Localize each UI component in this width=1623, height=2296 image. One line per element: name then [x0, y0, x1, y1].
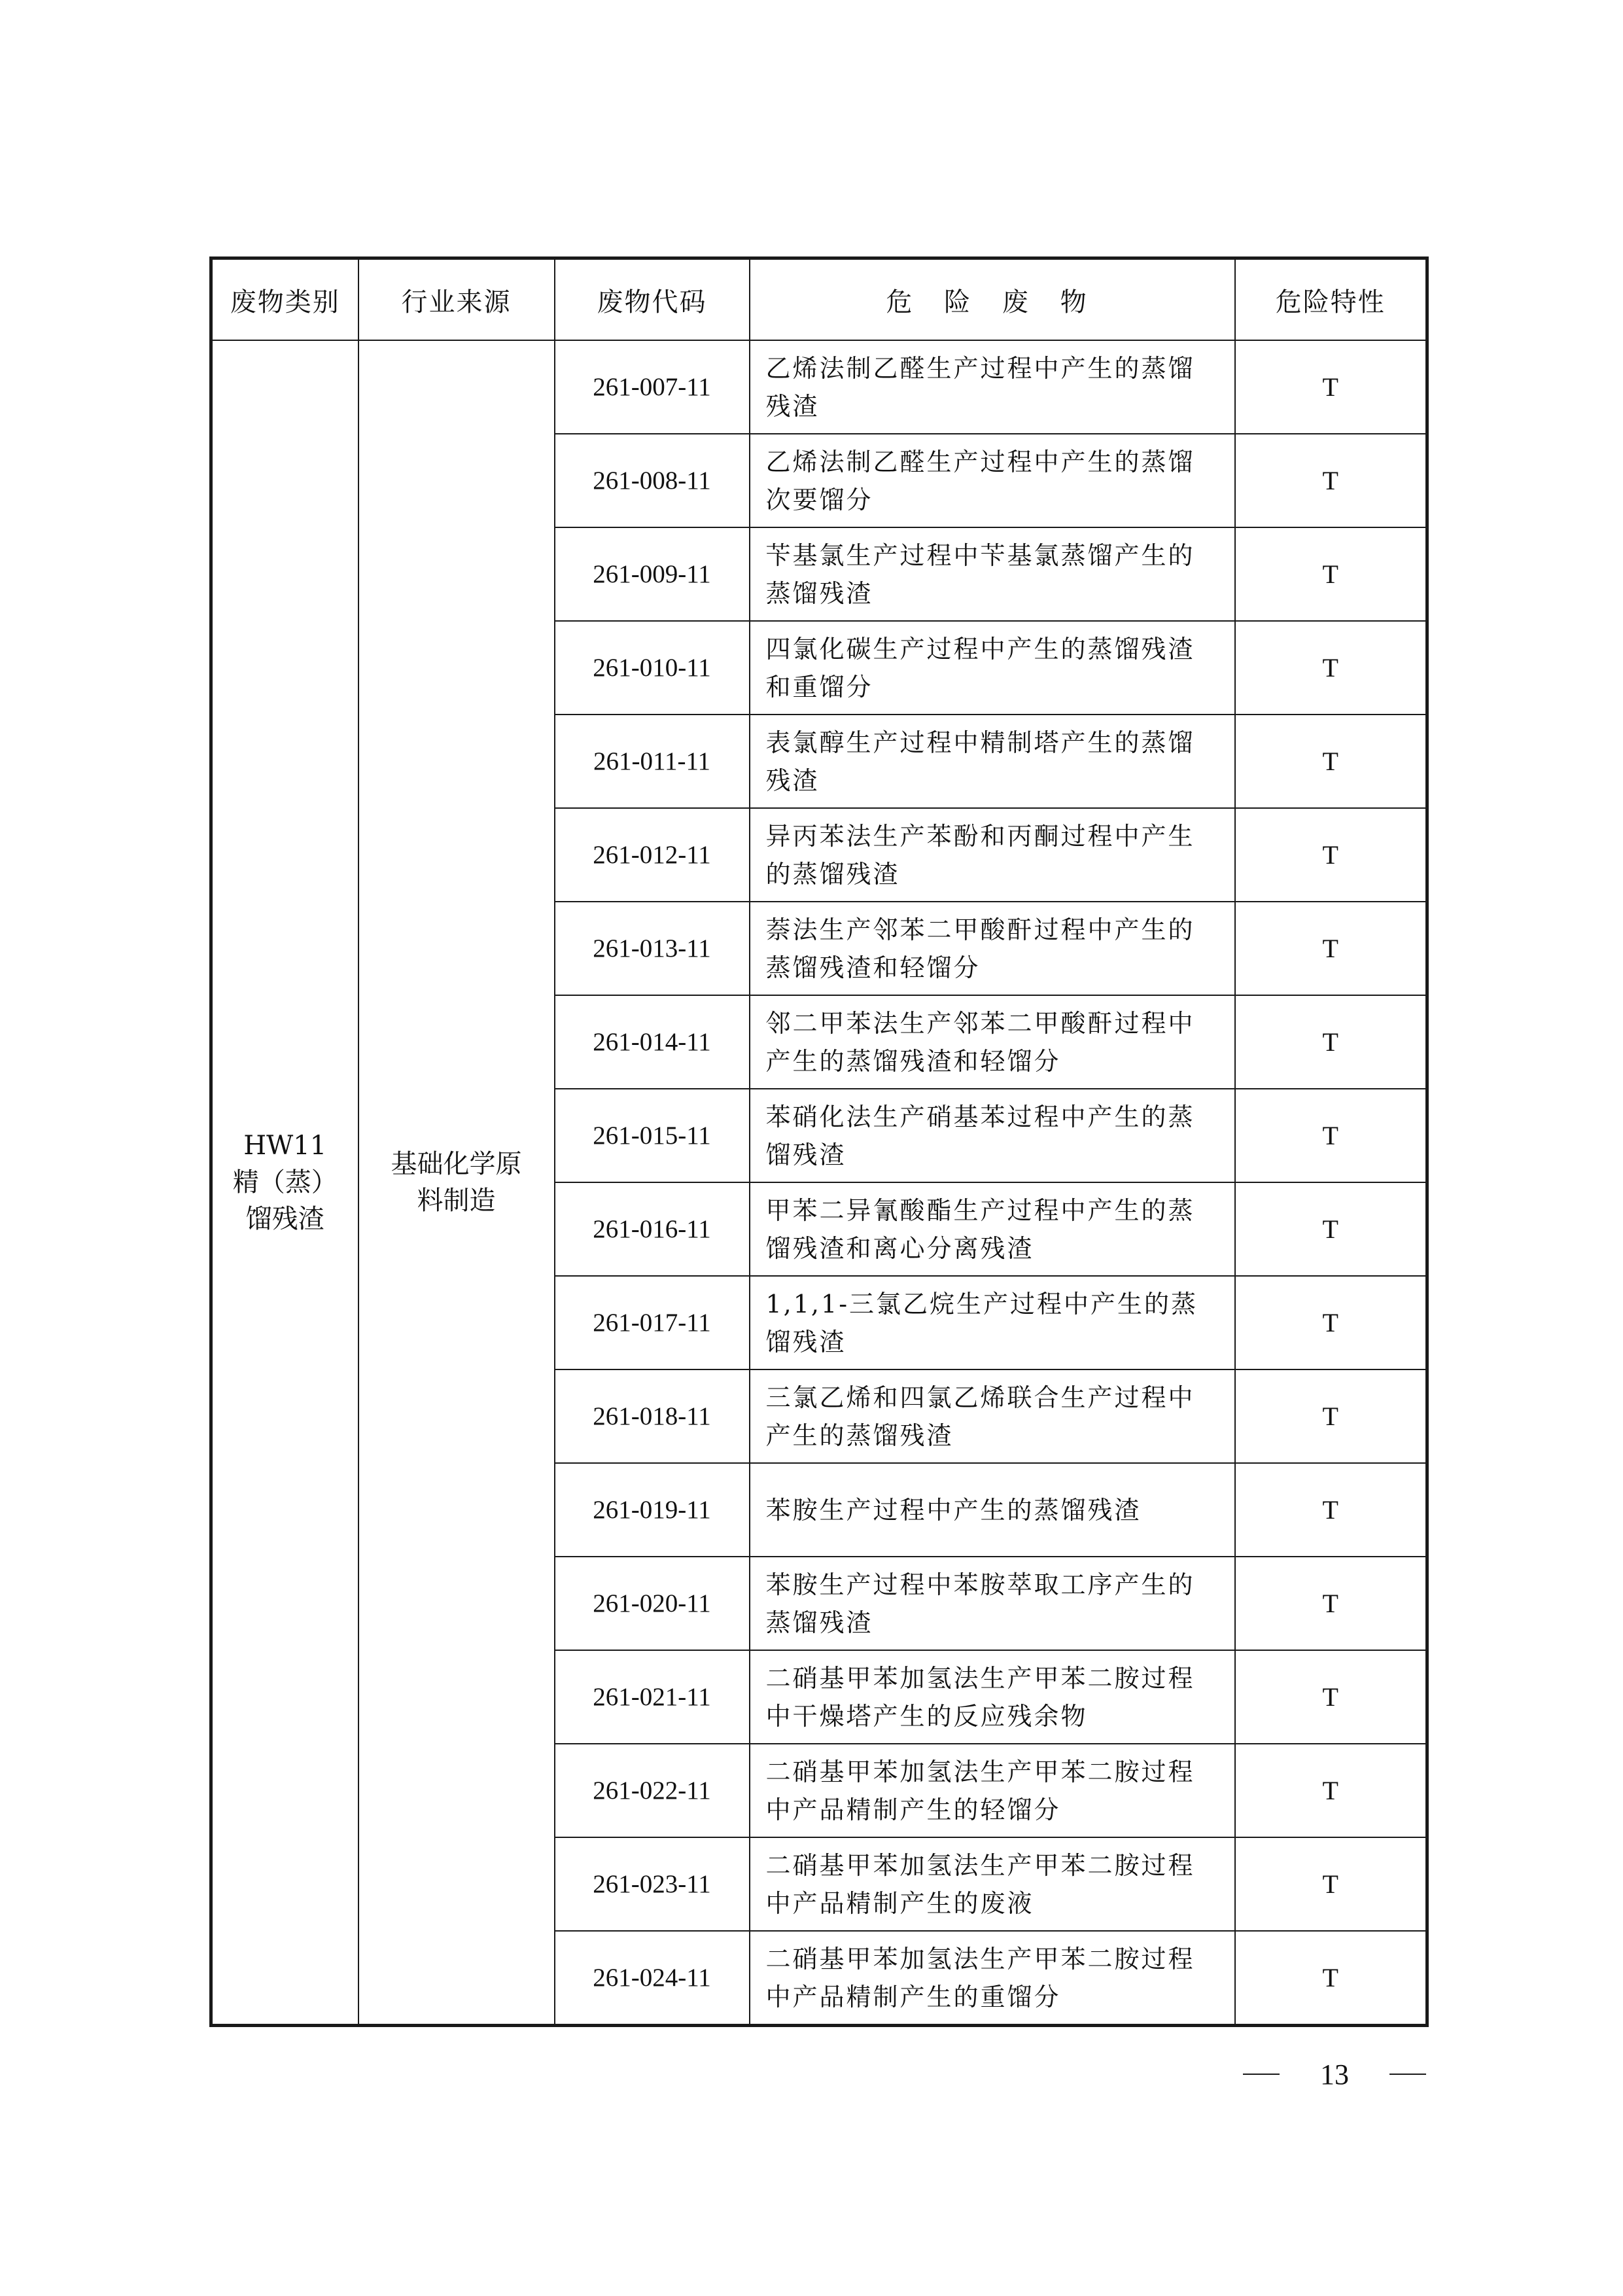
waste-code-cell: 261-019-11 — [555, 1463, 750, 1557]
industry-line: 基础化学原 — [391, 1149, 522, 1179]
waste-code-cell: 261-023-11 — [555, 1837, 750, 1931]
table-row — [211, 340, 1427, 434]
hazardous-waste-table — [209, 256, 1429, 2027]
waste-code-cell: 261-021-11 — [555, 1650, 750, 1744]
hazard-characteristic-cell: T — [1235, 1557, 1427, 1650]
waste-description-cell: 苯胺生产过程中产生的蒸馏残渣 — [750, 1463, 1235, 1557]
waste-description-cell: 乙烯法制乙醛生产过程中产生的蒸馏次要馏分 — [750, 434, 1235, 527]
waste-description-cell: 二硝基甲苯加氢法生产甲苯二胺过程中干燥塔产生的反应残余物 — [750, 1650, 1235, 1744]
waste-code-cell: 261-008-11 — [555, 434, 750, 527]
hazard-characteristic-cell: T — [1235, 995, 1427, 1089]
waste-description-cell: 甲苯二异氰酸酯生产过程中产生的蒸馏残渣和离心分离残渣 — [750, 1182, 1235, 1276]
table-body — [211, 340, 1427, 2026]
waste-code-cell: 261-024-11 — [555, 1931, 750, 2026]
waste-description-cell: 苯胺生产过程中苯胺萃取工序产生的蒸馏残渣 — [750, 1557, 1235, 1650]
waste-code-cell: 261-013-11 — [555, 902, 750, 995]
waste-description-cell: 二硝基甲苯加氢法生产甲苯二胺过程中产品精制产生的轻馏分 — [750, 1744, 1235, 1837]
industry-source-cell — [358, 340, 555, 2026]
industry-line: 料制造 — [417, 1186, 496, 1216]
footer-dash-left — [1243, 2074, 1280, 2075]
hazard-characteristic-cell: T — [1235, 1089, 1427, 1182]
waste-description-cell: 乙烯法制乙醛生产过程中产生的蒸馏残渣 — [750, 340, 1235, 434]
waste-description-cell: 1,1,1-三氯乙烷生产过程中产生的蒸馏残渣 — [750, 1276, 1235, 1369]
waste-category-cell — [211, 340, 358, 2026]
waste-description-cell: 苄基氯生产过程中苄基氯蒸馏产生的蒸馏残渣 — [750, 527, 1235, 621]
waste-description-cell: 二硝基甲苯加氢法生产甲苯二胺过程中产品精制产生的重馏分 — [750, 1931, 1235, 2026]
hazard-characteristic-cell: T — [1235, 1182, 1427, 1276]
header-industry-source: 行业来源 — [358, 258, 555, 341]
waste-code-cell: 261-020-11 — [555, 1557, 750, 1650]
category-line: HW11 — [243, 1131, 327, 1161]
hazard-characteristic-cell: T — [1235, 1369, 1427, 1463]
waste-description-cell: 邻二甲苯法生产邻苯二甲酸酐过程中产生的蒸馏残渣和轻馏分 — [750, 995, 1235, 1089]
hazard-characteristic-cell: T — [1235, 808, 1427, 902]
hazard-characteristic-cell: T — [1235, 1931, 1427, 2026]
waste-code-cell: 261-015-11 — [555, 1089, 750, 1182]
footer-dash-right — [1389, 2074, 1426, 2075]
waste-description-cell: 苯硝化法生产硝基苯过程中产生的蒸馏残渣 — [750, 1089, 1235, 1182]
hazard-characteristic-cell: T — [1235, 434, 1427, 527]
table-header-row — [211, 258, 1427, 341]
header-hazard-characteristic: 危险特性 — [1235, 258, 1427, 341]
page-number: 13 — [1320, 2058, 1349, 2091]
hazard-characteristic-cell: T — [1235, 527, 1427, 621]
waste-code-cell: 261-012-11 — [555, 808, 750, 902]
waste-description-cell: 二硝基甲苯加氢法生产甲苯二胺过程中产品精制产生的废液 — [750, 1837, 1235, 1931]
category-line: 馏残渣 — [245, 1204, 324, 1234]
hazard-characteristic-cell: T — [1235, 1276, 1427, 1369]
waste-code-cell: 261-014-11 — [555, 995, 750, 1089]
waste-description-cell: 表氯醇生产过程中精制塔产生的蒸馏残渣 — [750, 715, 1235, 808]
header-hazardous-waste: 危 险 废 物 — [750, 258, 1235, 341]
waste-code-cell: 261-007-11 — [555, 340, 750, 434]
waste-description-cell: 四氯化碳生产过程中产生的蒸馏残渣和重馏分 — [750, 621, 1235, 715]
waste-code-cell: 261-016-11 — [555, 1182, 750, 1276]
category-line: 精（蒸） — [232, 1167, 338, 1197]
waste-description-cell: 异丙苯法生产苯酚和丙酮过程中产生的蒸馏残渣 — [750, 808, 1235, 902]
waste-code-cell: 261-011-11 — [555, 715, 750, 808]
hazard-characteristic-cell: T — [1235, 340, 1427, 434]
hazard-characteristic-cell: T — [1235, 621, 1427, 715]
hazard-characteristic-cell: T — [1235, 1650, 1427, 1744]
waste-code-cell: 261-018-11 — [555, 1369, 750, 1463]
hazard-characteristic-cell: T — [1235, 902, 1427, 995]
page-footer — [1243, 2055, 1426, 2094]
hazard-characteristic-cell: T — [1235, 1463, 1427, 1557]
hazard-characteristic-cell: T — [1235, 715, 1427, 808]
hazard-characteristic-cell: T — [1235, 1837, 1427, 1931]
waste-code-cell: 261-009-11 — [555, 527, 750, 621]
waste-description-cell: 萘法生产邻苯二甲酸酐过程中产生的蒸馏残渣和轻馏分 — [750, 902, 1235, 995]
header-waste-category: 废物类别 — [211, 258, 358, 341]
waste-code-cell: 261-017-11 — [555, 1276, 750, 1369]
hazard-characteristic-cell: T — [1235, 1744, 1427, 1837]
waste-code-cell: 261-022-11 — [555, 1744, 750, 1837]
waste-code-cell: 261-010-11 — [555, 621, 750, 715]
waste-description-cell: 三氯乙烯和四氯乙烯联合生产过程中产生的蒸馏残渣 — [750, 1369, 1235, 1463]
header-waste-code: 废物代码 — [555, 258, 750, 341]
